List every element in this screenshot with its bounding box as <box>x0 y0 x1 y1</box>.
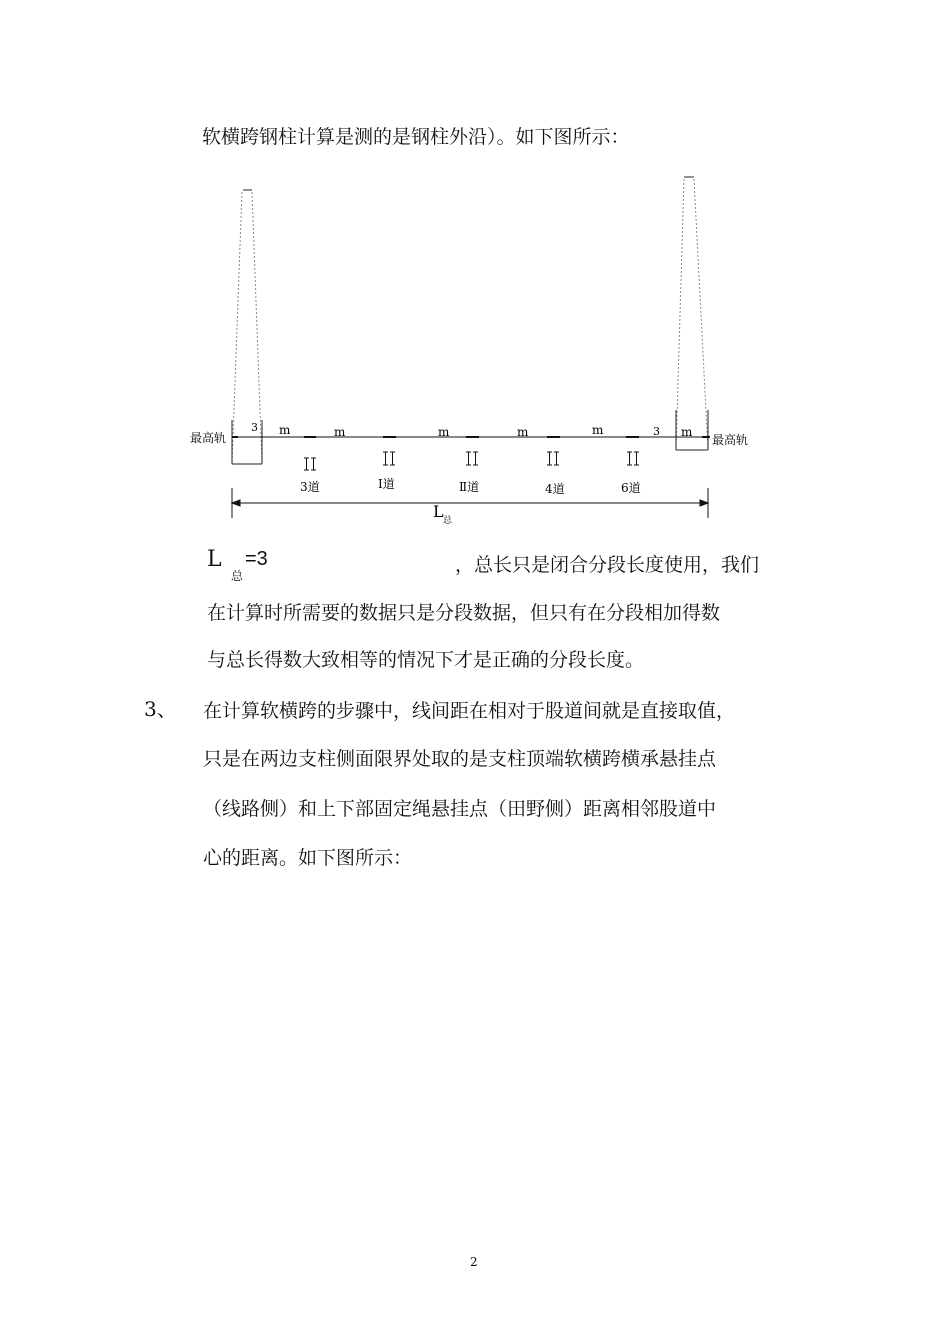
para1-line: 与总长得数大致相等的情况下才是正确的分段长度。 <box>207 649 645 671</box>
track-label: 3道 <box>300 480 320 494</box>
segment-label: m <box>334 425 346 439</box>
segment-label: m <box>279 423 291 437</box>
track-label: Ⅰ道 <box>378 477 395 491</box>
page-number: 2 <box>470 1255 478 1269</box>
formula-lhs: L <box>207 547 222 572</box>
item3-line: 只是在两边支柱侧面限界处取的是支柱顶端软横跨横承悬挂点 <box>203 748 717 770</box>
left-offset: 3 <box>251 421 258 434</box>
segment-label: m <box>681 425 693 439</box>
item3-line: 在计算软横跨的步骤中，线间距在相对于股道间就是直接取值， <box>203 700 736 722</box>
track-rail-symbols <box>304 452 639 470</box>
track-label: 6道 <box>621 481 641 495</box>
rail-symbol <box>547 452 559 465</box>
right-offset: 3 <box>653 425 660 438</box>
formula-sub: 总 <box>231 569 244 583</box>
rail-symbol <box>304 458 316 470</box>
para1-line: 在计算时所需要的数据只是分段数据，但只有在分段相加得数 <box>207 602 721 624</box>
item3-line: 心的距离。如下图所示： <box>203 847 413 869</box>
formula-tail: ，总长只是闭合分段长度使用，我们 <box>455 554 760 576</box>
segment-label: m <box>517 425 529 439</box>
track-label: 4道 <box>545 482 565 496</box>
item3-number: 3、 <box>144 697 177 721</box>
rail-symbol <box>627 452 639 465</box>
right-pole <box>676 177 708 450</box>
intro-line: 软横跨钢柱计算是测的是钢柱外沿）。如下图所示： <box>202 126 630 148</box>
segment-label: m <box>438 425 450 439</box>
track-labels <box>300 477 641 496</box>
total-sub: 总 <box>443 516 453 526</box>
rail-symbol <box>466 452 478 465</box>
rail-symbol <box>383 452 395 465</box>
track-label: Ⅱ道 <box>459 480 480 494</box>
soft-span-diagram <box>0 0 950 540</box>
rail-label-left: 最高轨 <box>190 431 227 445</box>
rail-label-right: 最高轨 <box>712 433 749 447</box>
formula-line <box>207 547 827 587</box>
formula-rhs: =3 <box>245 548 268 570</box>
total-label: L <box>433 502 444 521</box>
item3-line: （线路侧）和上下部固定绳悬挂点（田野侧）距离相邻股道中 <box>203 798 717 820</box>
segment-label: m <box>592 423 604 437</box>
